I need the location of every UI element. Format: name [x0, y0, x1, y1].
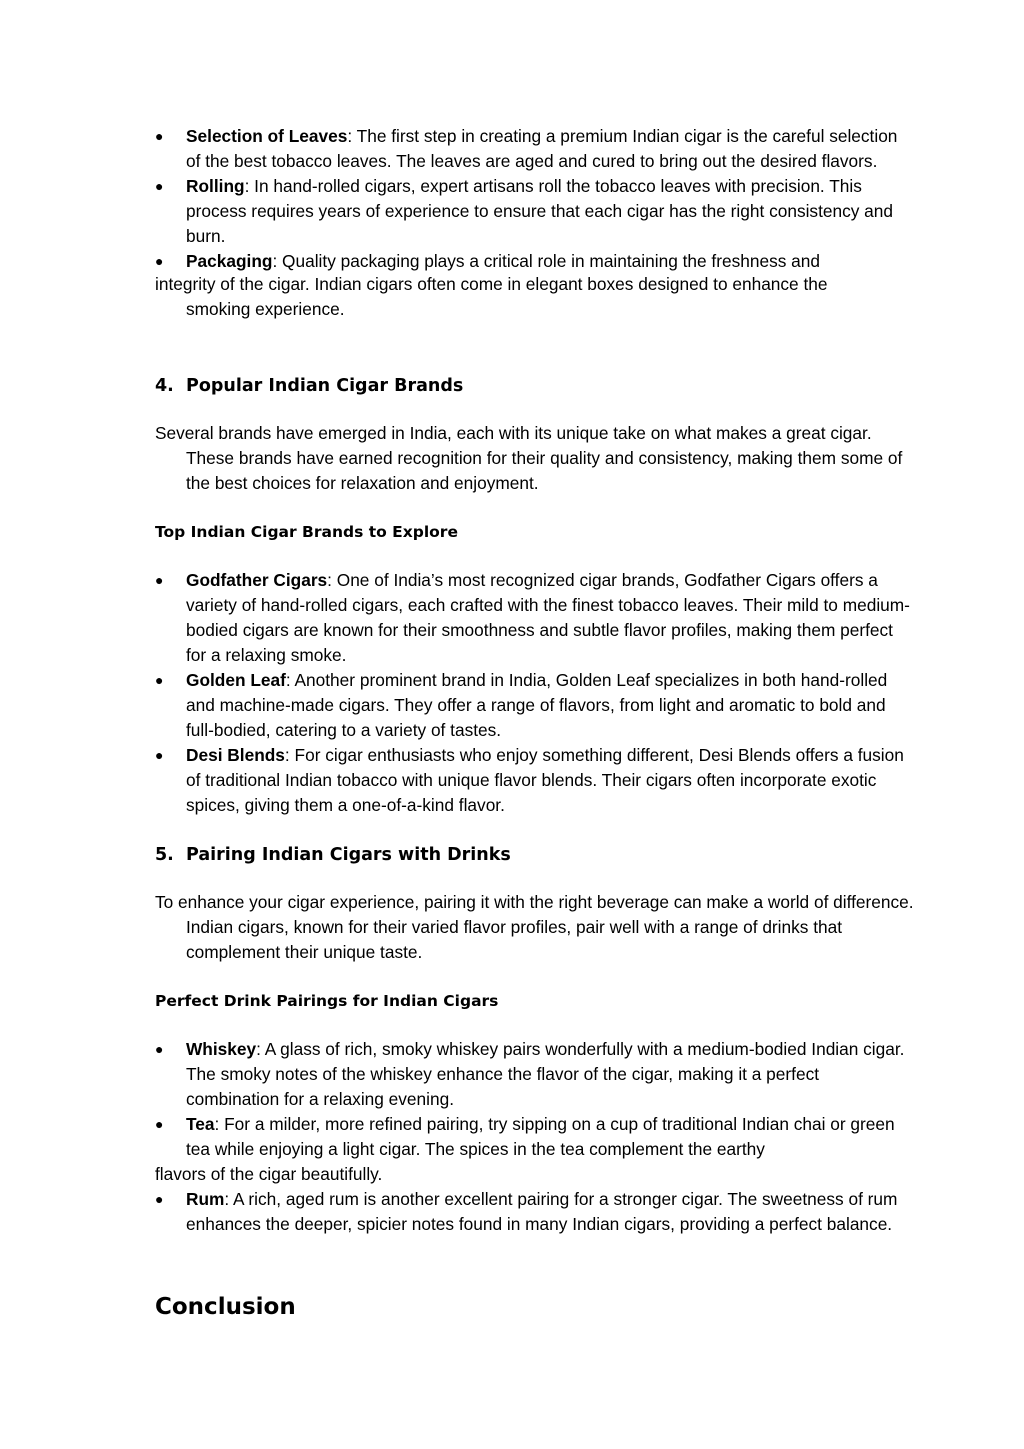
- item-continuation: smoking experience.: [186, 299, 345, 319]
- bullet-icon: ●: [155, 1116, 164, 1132]
- item-term: Godfather Cigars: [186, 570, 328, 590]
- item-term: Golden Leaf: [186, 670, 286, 690]
- list-item: [155, 124, 915, 174]
- conclusion-heading: [155, 1292, 915, 1322]
- section-4-heading: [155, 374, 915, 399]
- bullet-icon: ●: [155, 253, 164, 269]
- item-term: Tea: [186, 1114, 215, 1134]
- item-term: Rum: [186, 1189, 225, 1209]
- bullet-icon: ●: [155, 1041, 164, 1057]
- bullet-icon: ●: [155, 1191, 164, 1207]
- section-title: Popular Indian Cigar Brands: [186, 376, 464, 396]
- item-text: : A glass of rich, smoky whiskey pairs wonderfully with a medium-bodied Indian cigar. The smoky notes of the whiskey enhance the flavor of the cigar, making it a perfect combination for a relaxing evening.: [186, 1039, 905, 1109]
- bullet-icon: ●: [155, 178, 164, 194]
- section-4-intro: [155, 421, 915, 496]
- item-text: : For cigar enthusiasts who enjoy something different, Desi Blends offers a fusion of traditional Indian tobacco with unique flavor blends. Their cigars often incorporate exotic spices, giving them a one-of-a-kind flavor.: [186, 745, 904, 815]
- conclusion-title: Conclusion: [155, 1294, 296, 1320]
- item-text: : Another prominent brand in India, Golden Leaf specializes in both hand-rolled and machine-made cigars. They offer a range of flavors, from light and aromatic to bold and full-bodied, catering to a variety of tastes.: [186, 670, 888, 740]
- section-5-subheading: [155, 990, 915, 1012]
- subheading: Perfect Drink Pairings for Indian Cigars: [155, 992, 499, 1010]
- list-item: [155, 174, 915, 249]
- item-continuation: flavors of the cigar beautifully.: [155, 1164, 383, 1184]
- paragraph: To enhance your cigar experience, pairing it with the right beverage can make a world of difference. Indian cigars, known for their varied flavor profiles, pair well with a range of drinks that complement their unique taste.: [155, 892, 914, 962]
- pairings-list: [155, 1037, 915, 1237]
- paragraph: Several brands have emerged in India, each with its unique take on what makes a great cigar. These brands have earned recognition for their quality and consistency, making them some of the best choices for relaxation and enjoyment.: [155, 423, 903, 493]
- item-term: Rolling: [186, 176, 245, 196]
- section-number: 4.: [155, 376, 174, 396]
- section-4-subheading: [155, 521, 915, 543]
- list-item: [155, 1187, 915, 1237]
- bullet-icon: ●: [155, 572, 164, 588]
- item-text: : Quality packaging plays a critical role in maintaining the freshness and: [272, 251, 820, 271]
- item-continuation: integrity of the cigar. Indian cigars often come in elegant boxes designed to enhance the: [155, 274, 828, 294]
- bullet-icon: ●: [155, 747, 164, 763]
- brands-list: [155, 568, 915, 818]
- item-term: Packaging: [186, 251, 273, 271]
- subheading: Top Indian Cigar Brands to Explore: [155, 523, 458, 541]
- list-item: [155, 743, 915, 818]
- bullet-icon: ●: [155, 128, 164, 144]
- section-5-intro: [155, 890, 915, 965]
- bullet-icon: ●: [155, 672, 164, 688]
- section-number: 5.: [155, 845, 174, 865]
- section-5-heading: [155, 843, 915, 868]
- list-item: [155, 249, 915, 274]
- process-list: [155, 124, 915, 322]
- item-text: : For a milder, more refined pairing, try sipping on a cup of traditional Indian chai or green tea while enjoying a light cigar. The spices in the tea complement the earthy: [186, 1114, 895, 1159]
- list-item: [155, 1112, 915, 1162]
- item-text: : The first step in creating a premium Indian cigar is the careful selection of the best tobacco leaves. The leaves are aged and cured to bring out the desired flavors.: [186, 126, 898, 171]
- item-term: Selection of Leaves: [186, 126, 348, 146]
- list-item: [155, 668, 915, 743]
- item-text: : In hand-rolled cigars, expert artisans roll the tobacco leaves with precision. This process requires years of experience to ensure that each cigar has the right consistency and burn.: [186, 176, 894, 246]
- item-text: : One of India’s most recognized cigar brands, Godfather Cigars offers a variety of hand-rolled cigars, each crafted with the finest tobacco leaves. Their mild to medium-bodied cigars are known for their smoothness and subtle flavor profiles, making them perfect for a relaxing smoke.: [186, 570, 910, 665]
- item-term: Whiskey: [186, 1039, 257, 1059]
- item-text: : A rich, aged rum is another excellent pairing for a stronger cigar. The sweetness of rum enhances the deeper, spicier notes found in many Indian cigars, providing a perfect balance.: [186, 1189, 898, 1234]
- list-item: [155, 1037, 915, 1112]
- section-title: Pairing Indian Cigars with Drinks: [186, 845, 511, 865]
- list-item: [155, 568, 915, 668]
- item-term: Desi Blends: [186, 745, 285, 765]
